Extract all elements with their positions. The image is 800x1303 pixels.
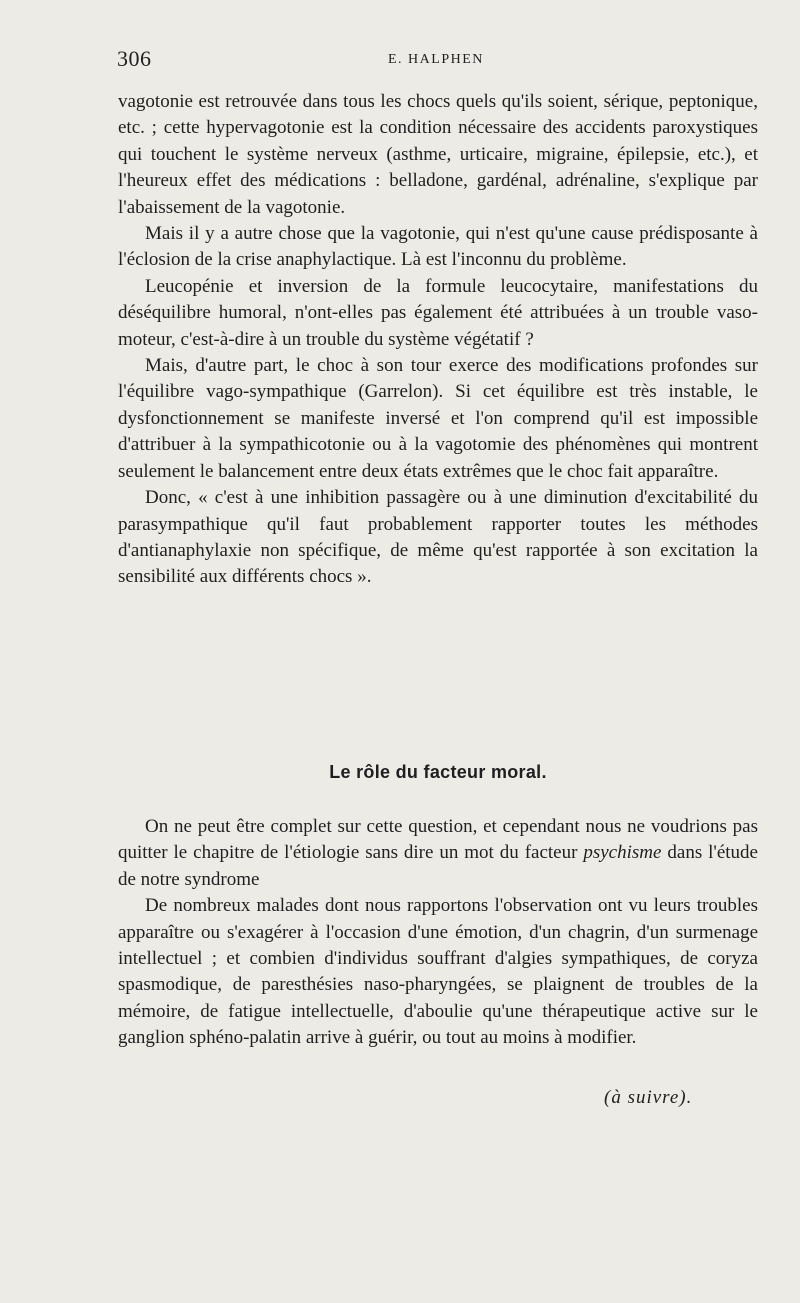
paragraph: Donc, « c'est à une inhibition passagère ou à une diminution d'excitabilité du parasympathique qu'il faut probablement rapporter toutes les méthodes d'antianaphylaxie non spécifique, de même qu'est rapportée à son excitation la sensibilité aux différents chocs ». — [118, 487, 758, 588]
paragraph: vagotonie est retrouvée dans tous les chocs quels qu'ils soient, sérique, peptonique, etc. ; cette hypervagotonie est la condition nécessaire des accidents paroxystiques qui touchent le système nerveux (asthme, urticaire, migraine, épilepsie, etc.), et l'heureux effet des médications : belladone, gardénal, adrénaline, s'explique par l'abaissement de la vagotonie. — [118, 91, 758, 218]
paragraph-text: dans l'étude de notre syndrome — [118, 842, 758, 890]
italic-term: psychisme — [583, 842, 662, 864]
page-header — [117, 46, 757, 76]
running-head: E. HALPHEN — [388, 52, 484, 67]
body-text-section-2 — [118, 814, 758, 1052]
body-text-section-1 — [118, 89, 758, 591]
page-number: 306 — [117, 46, 152, 71]
paragraph: Mais il y a autre chose que la vagotonie, qui n'est qu'une cause prédisposante à l'éclosion de la crise anaphylactique. Là est l'inconnu du problème. — [118, 223, 758, 271]
section-title: Le rôle du facteur moral. — [329, 762, 547, 782]
paragraph — [118, 814, 758, 893]
paragraph: Leucopénie et inversion de la formule leucocytaire, manifestations du déséquilibre humoral, n'ont-elles pas également été attribuées à un trouble vaso-moteur, c'est-à-dire à un trouble du système végétatif ? — [118, 275, 758, 350]
paragraph: De nombreux malades dont nous rapportons l'observation ont vu leurs troubles apparaître ou s'exagérer à l'occasion d'une émotion, d'un chagrin, d'un surmenage intellectuel ; et combien d'individus souffrant d'algies sympathiques, de coryza spasmodique, de paresthésies naso-pharyngées, se plaignent de troubles de la mémoire, de fatigue intellectuelle, d'aboulie qu'une thérapeutique active sur le ganglion sphéno-palatin arrive à guérir, ou tout au moins à modifier. — [118, 895, 758, 1049]
paragraph-text: On ne peut être complet sur cette question, et cependant nous ne voudrions pas quitter le chapitre de l'étiologie sans dire un mot du facteur — [118, 816, 758, 864]
paragraph: Mais, d'autre part, le choc à son tour exerce des modifications profondes sur l'équilibre vago-sympathique (Garrelon). Si cet équilibre est très instable, le dysfonctionnement se manifeste inversé et l'on comprend qu'il est impossible d'attribuer à la sympathicotonie ou à la vagotomie des phénomènes qui montrent seulement le balancement entre deux états extrêmes que le choc fait apparaître. — [118, 355, 758, 482]
to-be-continued: (à suivre). — [604, 1087, 693, 1108]
